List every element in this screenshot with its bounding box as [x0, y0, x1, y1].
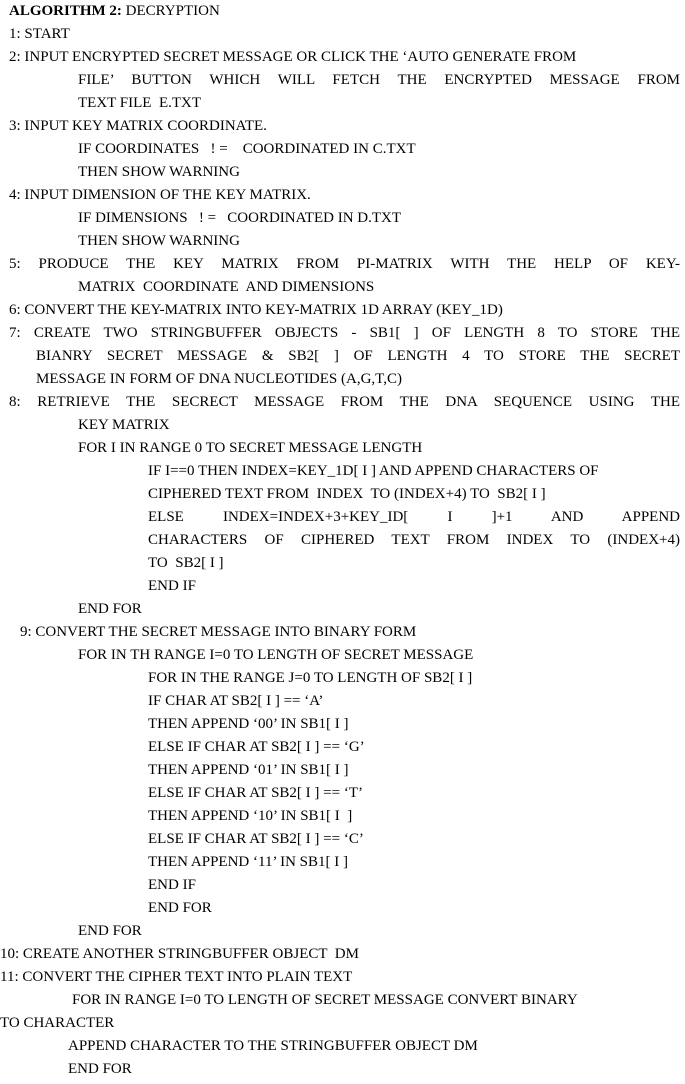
- algorithm-line: THEN SHOW WARNING: [78, 164, 240, 180]
- algorithm-line: APPEND CHARACTER TO THE STRINGBUFFER OBJECT DM: [68, 1038, 478, 1054]
- algorithm-line: ELSE INDEX=INDEX+3+KEY_ID[ I ]+1 AND APPEND: [148, 509, 680, 525]
- algorithm-line: 3: INPUT KEY MATRIX COORDINATE.: [9, 118, 267, 134]
- algorithm-line: THEN APPEND ‘10’ IN SB1[ I ]: [148, 808, 353, 824]
- algorithm-line: BIANRY SECRET MESSAGE & SB2[ ] OF LENGTH 4 TO STORE THE SECRET: [36, 348, 680, 364]
- algorithm-line: 8: RETRIEVE THE SECRECT MESSAGE FROM THE DNA SEQUENCE USING THE: [9, 394, 680, 410]
- algorithm-line: CIPHERED TEXT FROM INDEX TO (INDEX+4) TO SB2[ I ]: [148, 486, 546, 502]
- algorithm-line: TO CHARACTER: [0, 1015, 115, 1031]
- algorithm-line: MESSAGE IN FORM OF DNA NUCLEOTIDES (A,G,T,C): [36, 371, 402, 387]
- algorithm-line: MATRIX COORDINATE AND DIMENSIONS: [78, 279, 375, 295]
- algorithm-line: IF I==0 THEN INDEX=KEY_1D[ I ] AND APPEND CHARACTERS OF: [148, 463, 599, 479]
- algorithm-line: END FOR: [78, 601, 142, 617]
- algorithm-line: THEN APPEND ‘00’ IN SB1[ I ]: [148, 716, 349, 732]
- algorithm-line: FOR IN TH RANGE I=0 TO LENGTH OF SECRET MESSAGE: [78, 647, 474, 663]
- algorithm-line: 2: INPUT ENCRYPTED SECRET MESSAGE OR CLICK THE ‘AUTO GENERATE FROM: [9, 49, 577, 65]
- algorithm-line: 1: START: [9, 26, 70, 42]
- algorithm-title-name: DECRYPTION: [121, 3, 220, 19]
- algorithm-title: [9, 0, 679, 23]
- algorithm-line: ELSE IF CHAR AT SB2[ I ] == ‘G’: [148, 739, 365, 755]
- algorithm-title-label: ALGORITHM 2:: [9, 3, 122, 19]
- algorithm-line: ELSE IF CHAR AT SB2[ I ] == ‘C’: [148, 831, 364, 847]
- algorithm-line: 10: CREATE ANOTHER STRINGBUFFER OBJECT DM: [0, 946, 359, 962]
- algorithm-line: 5: PRODUCE THE KEY MATRIX FROM PI-MATRIX WITH THE HELP OF KEY-: [9, 256, 680, 272]
- algorithm-line: END FOR: [68, 1061, 132, 1077]
- algorithm-line: IF DIMENSIONS ! = COORDINATED IN D.TXT: [78, 210, 402, 226]
- algorithm-line: TEXT FILE E.TXT: [78, 95, 202, 111]
- algorithm-line: FILE’ BUTTON WHICH WILL FETCH THE ENCRYPTED MESSAGE FROM: [78, 72, 680, 88]
- algorithm-line: THEN APPEND ‘11’ IN SB1[ I ]: [148, 854, 348, 870]
- algorithm-line: 4: INPUT DIMENSION OF THE KEY MATRIX.: [9, 187, 311, 203]
- algorithm-line: 11: CONVERT THE CIPHER TEXT INTO PLAIN TEXT: [0, 969, 353, 985]
- algorithm-line: 9: CONVERT THE SECRET MESSAGE INTO BINARY FORM: [20, 624, 417, 640]
- algorithm-line: END IF: [148, 578, 196, 594]
- algorithm-line: THEN APPEND ‘01’ IN SB1[ I ]: [148, 762, 349, 778]
- algorithm-line: IF COORDINATES ! = COORDINATED IN C.TXT: [78, 141, 416, 157]
- algorithm-line: FOR IN RANGE I=0 TO LENGTH OF SECRET MESSAGE CONVERT BINARY: [72, 992, 578, 1008]
- algorithm-line: 7: CREATE TWO STRINGBUFFER OBJECTS - SB1[ ] OF LENGTH 8 TO STORE THE: [9, 325, 680, 341]
- algorithm-line: IF CHAR AT SB2[ I ] == ‘A’: [148, 693, 324, 709]
- algorithm-line: THEN SHOW WARNING: [78, 233, 240, 249]
- algorithm-line: ELSE IF CHAR AT SB2[ I ] == ‘T’: [148, 785, 363, 801]
- algorithm-line: FOR I IN RANGE 0 TO SECRET MESSAGE LENGTH: [78, 440, 423, 456]
- algorithm-line: END FOR: [78, 923, 142, 939]
- algorithm-line: END IF: [148, 877, 196, 893]
- algorithm-line: FOR IN THE RANGE J=0 TO LENGTH OF SB2[ I ]: [148, 670, 473, 686]
- algorithm-line: END FOR: [148, 900, 212, 916]
- algorithm-line: TO SB2[ I ]: [148, 555, 224, 571]
- algorithm-line: 6: CONVERT THE KEY-MATRIX INTO KEY-MATRIX 1D ARRAY (KEY_1D): [9, 302, 503, 318]
- algorithm-line: CHARACTERS OF CIPHERED TEXT FROM INDEX TO (INDEX+4): [148, 532, 680, 548]
- algorithm-line: KEY MATRIX: [78, 417, 170, 433]
